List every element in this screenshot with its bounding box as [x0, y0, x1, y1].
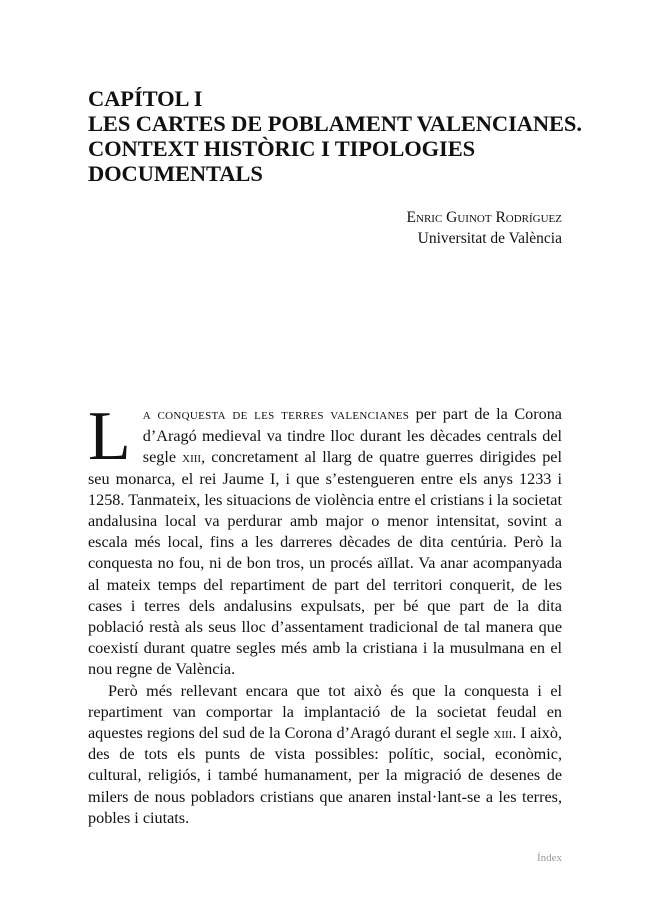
chapter-title: [88, 86, 582, 186]
century-numeral: xiii: [182, 448, 202, 467]
author-affiliation: Universitat de València: [417, 230, 562, 247]
chapter-label: CAPÍTOL I: [88, 86, 203, 111]
paragraph-2-text-a: Però més rellevant encara que tot això és que la conquesta i el repartiment van comportar la implantació de la societat feudal en aquestes regions del sud de la Corona d’Aragó durant el segle: [88, 681, 562, 743]
chapter-title-line-3: DOCUMENTALS: [88, 161, 263, 186]
paragraph-2-text-b: . I això, des de tots els punts de vista possibles: polític, social, econòmic, cultural, religiós, i també humanament, per la migració de desenes de milers de nous pobladors cristians que anaren instal·lant-se a les terres, pobles i ciutats.: [88, 724, 562, 827]
paragraph-1: [88, 398, 562, 681]
index-link[interactable]: Índex: [536, 852, 562, 864]
paragraph-1-text-a: per part de la Corona d’Aragó medieval va tindre lloc durant les dècades centrals del segle: [142, 405, 562, 467]
paragraph-1-text-b: , concretament al llarg de quatre guerres dirigides pel seu monarca, el rei Jaume I, i que s’estengueren entre els anys 1233 i 1258. Tanmateix, les situacions de violència entre el cristians i la societat andalusina local va perdurar amb major o menor intensitat, sovint a escala més local, fins a les darreres dècades de dita centúria. Però la conquesta no fou, ni de bon tros, un procés aïllat. Va anar acompanyada al mateix temps del repartiment de part del territori conquerit, de les cases i terres dels andalusins expulsats, per bé que part de la dita població restà als seus lloc d’assentament tradicional de tal manera que coexistí durant quatre segles més amb la cristiana i la musulmana en el nou regne de València.: [88, 448, 562, 679]
century-numeral: xiii: [493, 724, 513, 743]
chapter-title-line-1: LES CARTES DE POBLAMENT VALENCIANES.: [88, 111, 582, 136]
drop-cap: L: [88, 398, 131, 475]
chapter-title-line-2: CONTEXT HISTÒRIC I TIPOLOGIES: [88, 136, 476, 161]
body-text: [88, 398, 562, 829]
lead-in: a conquesta de les terres valencianes: [142, 407, 410, 423]
author-name: Enric Guinot Rodríguez: [406, 209, 562, 226]
paragraph-2: [88, 681, 562, 829]
author-block: [407, 207, 562, 249]
